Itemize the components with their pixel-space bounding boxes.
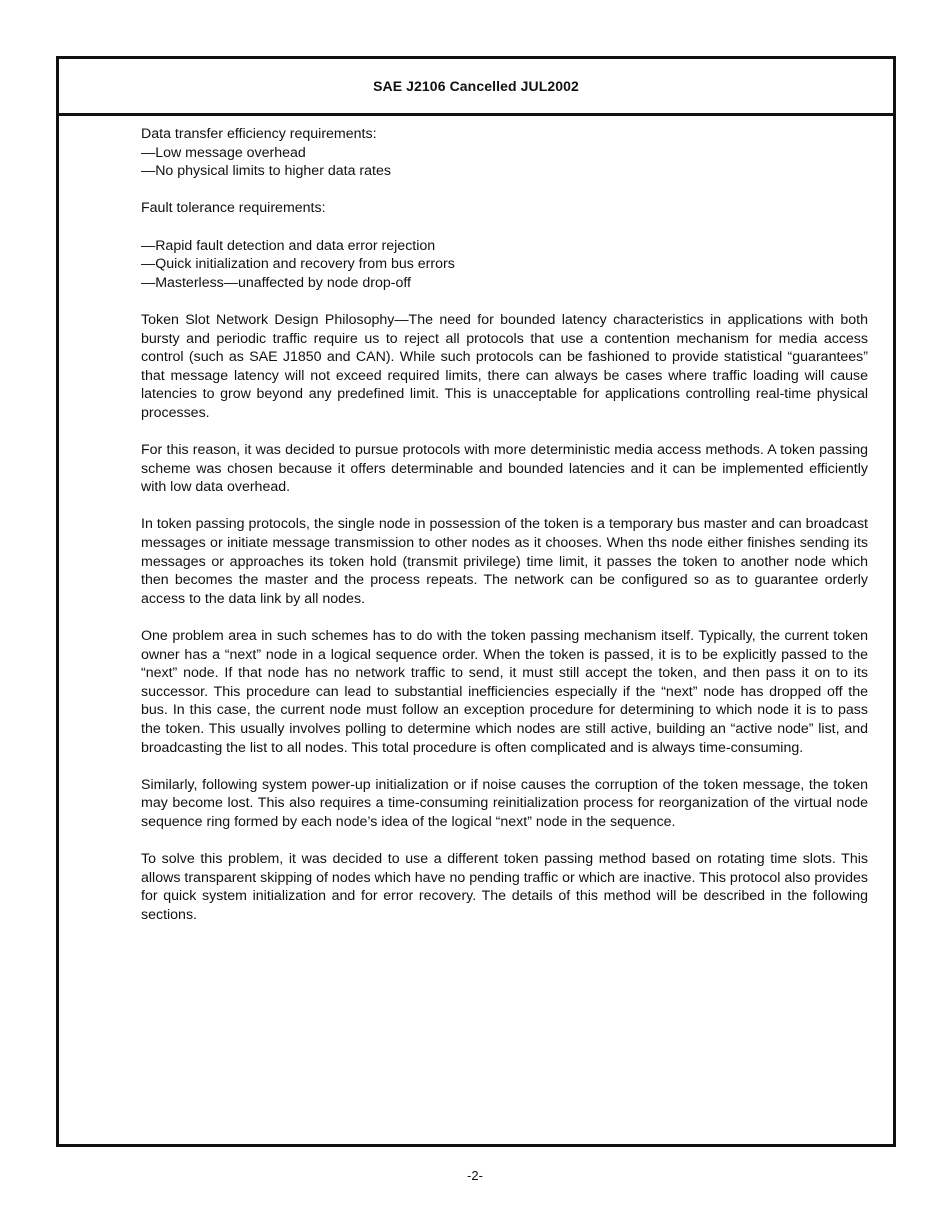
paragraph-problem-area: One problem area in such schemes has to do with the token passing mechanism itself. Typically, the current token owner has a “next” node in a logical sequence order. When the token is passed, it is to be explicitly passed to the “next” node. If that node has no network traffic to send, it must still accept the token, and then pass it on to its successor. This procedure can lead to substantial inefficiencies especially if the “next” node has dropped off the bus. In this case, the current node must follow an exception procedure for determining to which node it is to pass the token. This usually involves polling to determine which nodes are still active, building an “active node” list, and broadcasting the list to all nodes. This total procedure is often complicated and is always time-consuming. <box>141 628 868 756</box>
document-title: SAE J2106 Cancelled JUL2002 <box>373 78 579 94</box>
fault-item: —Quick initialization and recovery from bus errors <box>141 256 455 273</box>
efficiency-item: —Low message overhead <box>141 144 306 161</box>
fault-item: —Rapid fault detection and data error rejection <box>141 237 436 254</box>
paragraph-design-philosophy: Token Slot Network Design Philosophy—The need for bounded latency characteristics in applications with both bursty and periodic traffic require us to reject all protocols that use a contention mechanism for media access control (such as SAE J1850 and CAN). While such protocols can be fashioned to provide statistical “guarantees” that message latency will not exceed required limits, there can always be cases where traffic loading will cause latencies to grow beyond any predefined limit. This is unacceptable for applications controlling real-time physical processes. <box>141 311 868 421</box>
page-number: -2- <box>467 1168 483 1183</box>
document-body <box>141 125 868 943</box>
efficiency-heading: Data transfer efficiency requirements: <box>141 126 377 142</box>
fault-heading: Fault tolerance requirements: <box>141 200 326 217</box>
efficiency-requirements <box>141 125 868 181</box>
fault-item: —Masterless—unaffected by node drop-off <box>141 274 411 291</box>
paragraph-deterministic-access: For this reason, it was decided to pursue protocols with more deterministic media access methods. A token passing scheme was chosen because it offers determinable and bounded latencies and it can be implemented efficiently with low data overhead. <box>141 442 868 496</box>
page-header <box>59 59 893 116</box>
fault-requirements <box>141 237 868 293</box>
paragraph-token-passing: In token passing protocols, the single node in possession of the token is a temporary bus master and can broadcast messages or initiate message transmission to other nodes as it chooses. When ths node either finishes sending its messages or approaches its token hold (transmit privilege) time limit, it passes the token to another node which then becomes the master and the process repeats. The network can be configured so as to guarantee orderly access to the data link by all nodes. <box>141 516 868 607</box>
efficiency-item: —No physical limits to higher data rates <box>141 163 391 180</box>
paragraph-solution: To solve this problem, it was decided to use a different token passing method based on rotating time slots. This allows transparent skipping of nodes which have no pending traffic or which are inactive. This protocol also provides for quick system initialization and for error recovery. The details of this method will be described in the following sections. <box>141 851 868 923</box>
paragraph-lost-token: Similarly, following system power-up initialization or if noise causes the corruption of the token message, the token may become lost. This also requires a time-consuming reinitialization process for reorganization of the virtual node sequence ring formed by each node’s idea of the logical “next” node in the sequence. <box>141 776 868 830</box>
page-frame <box>56 56 896 1147</box>
